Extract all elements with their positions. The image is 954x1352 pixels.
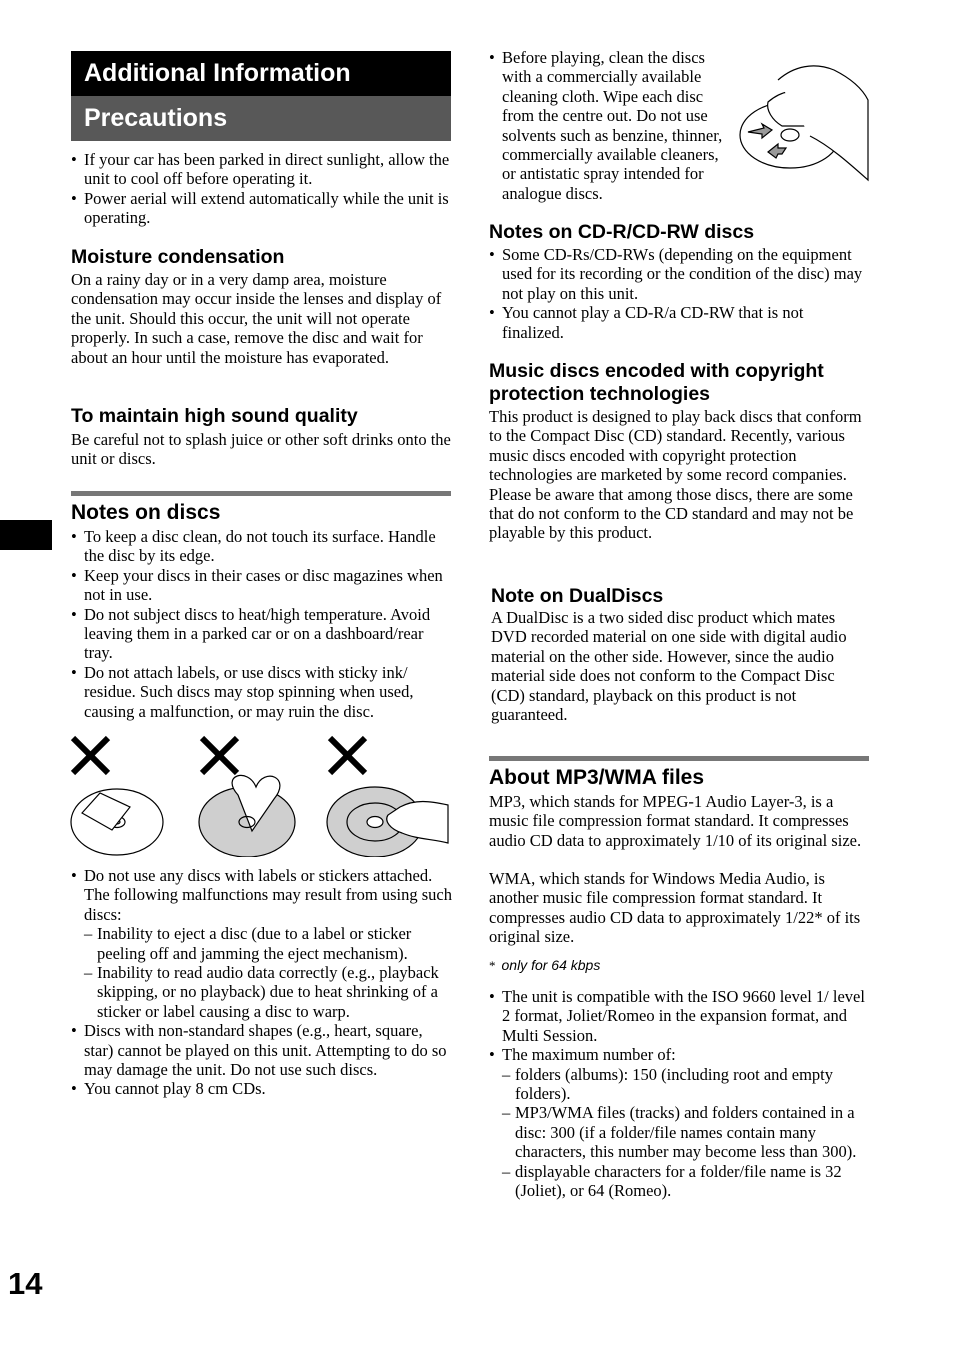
- labels-item-text: Do not use any discs with labels or stickers attached.: [84, 866, 433, 885]
- list-item: • You cannot play 8 cm CDs.: [71, 1079, 456, 1098]
- section-rule: [71, 491, 451, 496]
- list-item: • Discs with non-standard shapes (e.g., heart, square, star) cannot be played on this unit. Attempting to do so may damage the unit. Do not use such discs.: [71, 1021, 456, 1079]
- page-title: Precautions: [71, 96, 451, 141]
- clean-list: [489, 48, 735, 203]
- list-item: • Do not attach labels, or use discs with sticky ink/ residue. Such discs may stop spinning when used, causing a malfunction, or may ruin the disc.: [71, 663, 456, 721]
- footnote-mark: *: [489, 958, 496, 973]
- touched-disc-icon: [327, 787, 448, 857]
- page-number: 14: [8, 1266, 43, 1301]
- list-item: • Before playing, clean the discs with a commercially available cleaning cloth. Wipe each disc from the centre out. Do not use solvents such as benzine, thinner, commercially available cleaners, or antistatic spray intended for analogue discs.: [489, 48, 735, 203]
- footnote-text: only for 64 kbps: [501, 957, 601, 973]
- labels-follow-text: The following malfunctions may result from using such discs:: [84, 885, 452, 924]
- list-item: – Inability to eject a disc (due to a label or sticker peeling off and jamming the eject mechanism).: [84, 924, 456, 963]
- dualdisc-body: A DualDisc is a two sided disc product which mates DVD recorded material on one side with digital audio material on the other side. However, since the audio material side does not conform to the Compact Disc (CD) standard, playback on this product is not guaranteed.: [491, 608, 847, 725]
- disc-donts-illustration: [70, 735, 450, 857]
- list-item: – displayable characters for a folder/file name is 32 (Joliet), or 64 (Romeo).: [502, 1162, 869, 1201]
- moisture-heading: Moisture condensation: [71, 246, 285, 268]
- disc-cleaning-illustration: [738, 60, 870, 210]
- mp3-list: [489, 987, 869, 1200]
- mp3-body-2: WMA, which stands for Windows Media Audio, is another music file compression format standard. It compresses audio CD data to approximately 1/22* of its original size.: [489, 869, 861, 947]
- labels-list: [71, 866, 456, 1099]
- list-item: [489, 1045, 869, 1200]
- cross-icon: [202, 738, 237, 773]
- list-item: • Some CD-Rs/CD-RWs (depending on the equipment used for its recording or the condition of the disc) may not play on this unit.: [489, 245, 869, 303]
- list-item: • You cannot play a CD-R/a CD-RW that is not finalized.: [489, 303, 869, 342]
- discs-heading: Notes on discs: [71, 501, 221, 524]
- list-item: – MP3/WMA files (tracks) and folders contained in a disc: 300 (if a folder/file names contain many characters, this number may become less than 300).: [502, 1103, 869, 1161]
- cdr-list: [489, 245, 869, 342]
- labelled-disc-icon: [71, 789, 163, 855]
- list-item: • Power aerial will extend automatically while the unit is operating.: [71, 189, 456, 228]
- section-rule: [489, 756, 869, 761]
- footnote: [489, 957, 600, 975]
- copyright-heading: Music discs encoded with copyright protection technologies: [489, 360, 824, 405]
- list-item: – folders (albums): 150 (including root and empty folders).: [502, 1065, 869, 1104]
- dualdisc-heading: Note on DualDiscs: [491, 585, 664, 607]
- discs-list: [71, 527, 456, 721]
- mp3-heading: About MP3/WMA files: [489, 766, 705, 789]
- list-item: [71, 866, 456, 1021]
- max-intro: The maximum number of:: [502, 1045, 676, 1065]
- cross-icon: [330, 738, 365, 773]
- sound-body: Be careful not to splash juice or other soft drinks onto the unit or discs.: [71, 430, 451, 469]
- mp3-body-1: MP3, which stands for MPEG-1 Audio Layer-3, is a music file compression format standard. It compresses audio CD data to approximately 1/10 of its original size.: [489, 792, 862, 850]
- list-item: • Do not subject discs to heat/high temperature. Avoid leaving them in a parked car or on a dashboard/rear tray.: [71, 605, 456, 663]
- copyright-body: This product is designed to play back discs that conform to the Compact Disc (CD) standard. Recently, various music discs encoded with copyright protection technologies are marketed by some record companies. Please be aware that among those discs, there are some that do not conform to the CD standard and may not be playable by this product.: [489, 407, 862, 543]
- list-item: • The unit is compatible with the ISO 9660 level 1/ level 2 format, Joliet/Romeo in the expansion format, and Multi Session.: [489, 987, 869, 1045]
- list-item: • To keep a disc clean, do not touch its surface. Handle the disc by its edge.: [71, 527, 456, 566]
- list-item: • Keep your discs in their cases or disc magazines when not in use.: [71, 566, 456, 605]
- section-tab-marker: [0, 520, 52, 550]
- heart-disc-icon: [199, 775, 295, 857]
- cdr-heading: Notes on CD-R/CD-RW discs: [489, 221, 755, 243]
- list-item: • If your car has been parked in direct sunlight, allow the unit to cool off before operating it.: [71, 150, 456, 189]
- list-item: – Inability to read audio data correctly (e.g., playback skipping, or no playback) due to heat shrinking of a sticker or label causing a disc to warp.: [84, 963, 456, 1021]
- section-title: Additional Information: [71, 51, 451, 96]
- sound-heading: To maintain high sound quality: [71, 405, 358, 427]
- intro-list: [71, 150, 456, 228]
- cross-icon: [73, 738, 108, 773]
- moisture-body: On a rainy day or in a very damp area, moisture condensation may occur inside the lenses and display of the unit. Should this occur, the unit will not operate properly. In such a case, remove the disc and wait for about an hour until the moisture has evaporated.: [71, 270, 442, 367]
